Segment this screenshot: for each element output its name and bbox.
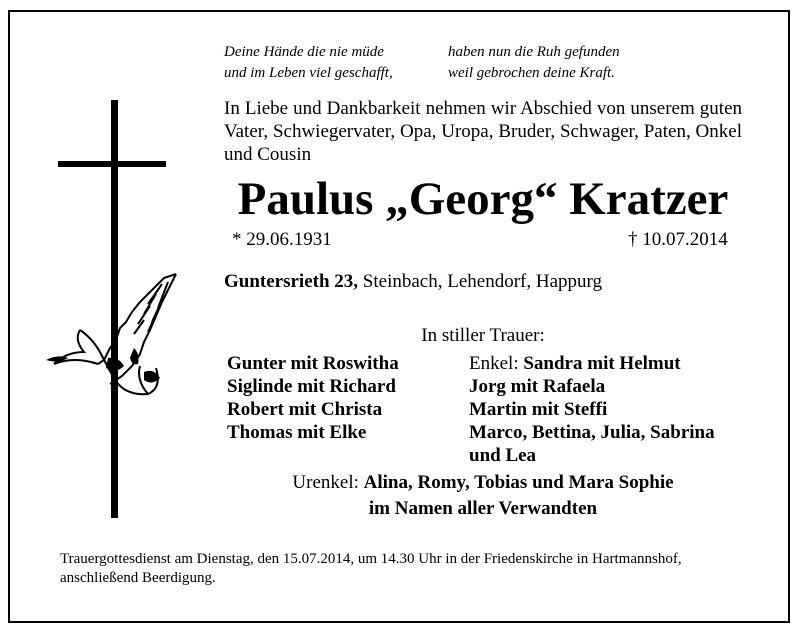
- service-info: Trauergottesdienst am Dienstag, den 15.07.2014, um 14.30 Uhr in der Friedenskirche in Hartmannshof, anschließend Beerdigung.: [60, 551, 682, 586]
- cross-bar: [58, 161, 166, 167]
- list-item: Jorg mit Rafaela: [469, 376, 606, 397]
- list-item: Sandra mit Helmut: [523, 353, 681, 374]
- mourning-heading: In stiller Trauer:: [421, 325, 545, 346]
- list-item: Robert mit Christa: [227, 399, 383, 420]
- poem-right: [448, 42, 620, 84]
- list-item: Marco, Bettina, Julia, Sabrina: [469, 422, 715, 443]
- poem-line: Deine Hände die nie müde: [224, 44, 384, 60]
- great-grandchildren: [224, 472, 742, 494]
- death-date: † 10.07.2014: [628, 229, 728, 250]
- poem-line: und im Leben viel geschafft,: [224, 65, 393, 81]
- great-grandchildren-names: Alina, Romy, Tobias und Mara Sophie: [363, 472, 674, 493]
- list-item: Thomas mit Elke: [227, 422, 367, 443]
- great-grandchildren-label: Urenkel:: [292, 472, 364, 493]
- praying-hands-icon: [44, 268, 184, 408]
- address-places: Steinbach, Lehendorf, Happurg: [358, 271, 602, 292]
- grandchildren-list: [469, 352, 715, 467]
- children-list: [227, 352, 399, 444]
- list-item: und Lea: [469, 445, 537, 466]
- list-item: Gunter mit Roswitha: [227, 353, 399, 374]
- poem-line: haben nun die Ruh gefunden: [448, 44, 620, 60]
- list-item: Siglinde mit Richard: [227, 376, 396, 397]
- list-item: Martin mit Steffi: [469, 399, 608, 420]
- intro-text: In Liebe und Dankbarkeit nehmen wir Abschied von unserem guten Vater, Schwiegervater, Opa, Uropa, Bruder, Schwager, Paten, Onkel und Cousin: [224, 98, 742, 165]
- address: [224, 271, 602, 293]
- deceased-name: Paulus „Georg“ Kratzer: [237, 173, 729, 225]
- birth-date: * 29.06.1931: [232, 229, 332, 250]
- address-street: Guntersrieth 23,: [224, 271, 359, 292]
- grandchildren-label: Enkel:: [469, 353, 524, 374]
- relatives-line: im Namen aller Verwandten: [368, 498, 598, 519]
- poem-left: [224, 42, 393, 84]
- poem-line: weil gebrochen deine Kraft.: [448, 65, 615, 81]
